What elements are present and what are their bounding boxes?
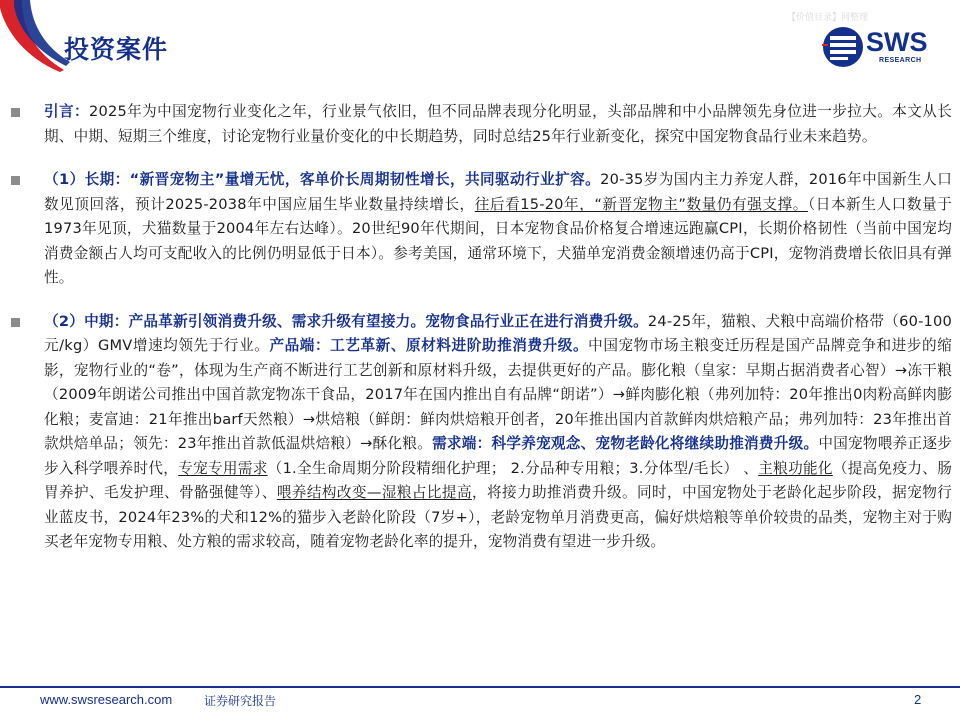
page-header <box>0 0 960 80</box>
paragraph-mid-term <box>0 310 960 555</box>
logo-mark-icon <box>822 25 864 69</box>
emphasis-text: 引言： <box>44 103 90 120</box>
bullet-square-icon <box>11 176 20 185</box>
underlined-text: 专宠专用需求 <box>178 459 268 477</box>
paragraph-intro <box>0 100 960 149</box>
emphasis-text: （2）中期：产品革新引领消费升级、需求升级有望接力。宠物食品行业正在进行消费升级。 <box>44 312 648 330</box>
body-text: （日本新生人口数量于1973年见顶，犬猫数量于2004年左右达峰）。20世纪90年代期间，日本宠物食品价格复合增速远跑赢CPI，长期价格韧性（当前中国宠均消费金额占人均可支配收入的比例仍明显低于日本）。参考美国，通常环境下，犬猫单宠消费金额增速仍高于CPI，宠物消费增长依旧具有弹性。 <box>44 195 952 286</box>
underlined-text: 喂养结构改变—湿粮占比提高 <box>276 484 472 501</box>
footer-website-link[interactable]: www.swsresearch.com <box>40 692 173 707</box>
logo-text: SWS <box>866 27 928 57</box>
body-text: 中国宠物喂养正逐步步入科学喂养时代， <box>44 435 952 477</box>
paragraph-text <box>44 168 952 291</box>
logo-subtext: RESEARCH <box>879 57 922 64</box>
underlined-text: 往后看15-20年，“新晋宠物主”数量仍有强支撑。 <box>474 195 808 213</box>
report-content <box>0 100 960 555</box>
underlined-text: 主粮功能化 <box>758 459 833 477</box>
paragraph-long-term <box>0 168 960 291</box>
body-text: （提高免疫力、肠胃养护、毛发护理、骨骼强健等）、 <box>44 459 952 501</box>
emphasis-text: 产品端：工艺革新、原材料进阶助推消费升级。 <box>269 337 589 354</box>
bullet-square-icon <box>11 108 20 117</box>
paragraph-text <box>44 100 952 149</box>
body-text: 中国宠物市场主粮变迁历程是国产品牌竞争和进步的缩影，宠物行业的“卷”，体现为生产商不断进行工艺创新和原材料升级，去提供更好的产品。膨化粮（皇家：早期占据消费者心智）→冻干粮（2009年朗诺公司推出中国首款宠物冻干食品，2017年在国内推出自有品牌“朗诺”）→鲜肉膨化粮（弗列加特：20年推出0肉粉高鲜肉膨化粮；麦富迪：21年推出barf天然粮）→烘焙粮（鲜朗：鲜肉烘焙粮开创者，20年推出国内首款鲜肉烘焙粮产品；弗列加特：23年推出首款烘焙单品；领先：23年推出首款低温烘焙粮）→酥化粮。 <box>44 337 953 452</box>
footer-document-type: 证券研究报告 <box>204 694 277 708</box>
body-text: 24-25年，猫粮、犬粮中高端价格带（60-100元/kg）GMV增速均领先于行业。 <box>44 312 952 354</box>
emphasis-text: （1）长期：“新晋宠物主”量增无忧，客单价长周期韧性增长，共同驱动行业扩容。 <box>44 171 601 188</box>
bullet-square-icon <box>11 318 20 327</box>
body-text: （1.全生命周期分阶段精细化护理； 2.分品种专用粮；3.分体型/毛长） 、 <box>267 459 759 477</box>
body-text: 2025年为中国宠物行业变化之年，行业景气依旧，但不同品牌表现分化明显，头部品牌和中小品牌领先身位进一步拉大。本文从长期、中期、短期三个维度，讨论宠物行业量价变化的中长期趋势，同时总结25年行业新变化，探究中国宠物食品行业未来趋势。 <box>44 103 952 145</box>
emphasis-text: 需求端：科学养宠观念、宠物老龄化将继续助推消费升级。 <box>432 435 819 452</box>
sws-research-logo <box>822 25 942 69</box>
body-text: 20-35岁为国内主力养宠人群，2016年中国新生人口数见顶回落，预计2025-2038年中国应届生毕业数量持续增长， <box>44 171 952 213</box>
watermark-text: 【价值目录】网整理 <box>787 13 869 23</box>
footer-divider <box>0 686 960 688</box>
page-title: 投资案件 <box>64 35 169 64</box>
body-text: ，将接力助推消费升级。同时，中国宠物处于老龄化起步阶段，据宠物行业蓝皮书，2024年23%的犬和12%的猫步入老龄化阶段（7岁+），老龄宠物单月消费更高，偏好烘焙粮等单价较贵的品类，宠物主对于购买老年宠物专用粮、处方粮的需求较高，随着宠物老龄化率的提升，宠物消费有望进一步升级。 <box>44 484 953 550</box>
page-number: 2 <box>914 692 922 707</box>
paragraph-text <box>44 310 952 555</box>
